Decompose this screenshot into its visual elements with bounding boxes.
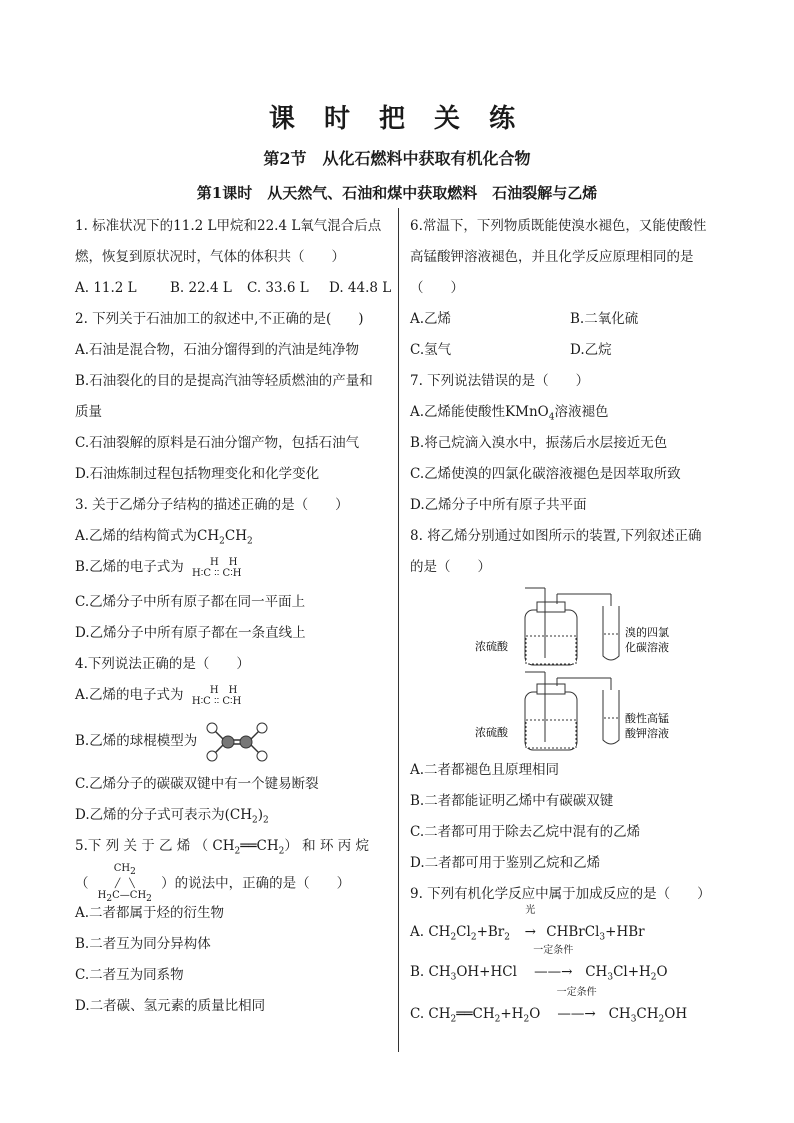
q6-option-c[interactable]: C.氢气 <box>410 342 452 358</box>
ethylene-electron-formula-2: H H H∶C ∶∶ C∶H <box>191 684 242 707</box>
q4-option-a[interactable]: A.乙烯的电子式为 H H H∶C ∶∶ C∶H <box>75 684 242 707</box>
q8-option-d[interactable]: D.二者都可用于鉴别乙烷和乙烯 <box>410 855 601 871</box>
q9-stem: 9. 下列有机化学反应中属于加成反应的是（ ） <box>410 886 711 902</box>
ethylene-electron-formula: H H H∶C ∶∶ C∶H <box>192 556 242 579</box>
q3-option-d[interactable]: D.乙烯分子中所有原子都在一条直线上 <box>75 625 306 641</box>
q4-stem: 4.下列说法正确的是（ ） <box>75 656 250 672</box>
q4-option-c[interactable]: C.乙烯分子的碳碳双键中有一个键易断裂 <box>75 776 319 792</box>
q9-option-a[interactable]: A. $CH_2Cl_2+Br_2$ 光 → CHBrCl$_3$+HBr <box>410 918 730 958</box>
q1-option-a[interactable]: A. 11.2 L <box>75 280 137 296</box>
q1-option-d[interactable]: D. 44.8 L <box>329 280 392 296</box>
page-title: 课 时 把 关 练 <box>268 104 526 134</box>
q8-option-b[interactable]: B.二者都能证明乙烯中有碳碳双键 <box>410 793 614 809</box>
fig-label-acid-2: 浓硫酸 <box>475 726 508 739</box>
q7-option-c[interactable]: C.乙烯使溴的四氯化碳溶液褪色是因萃取所致 <box>410 466 681 482</box>
fig-label-acid-1: 浓硫酸 <box>475 640 508 653</box>
q7-stem: 7. 下列说法错误的是（ ） <box>410 373 590 389</box>
left-column <box>75 212 390 1023</box>
fig-label-bromine-2: 化碳溶液 <box>625 641 669 654</box>
q8-option-a[interactable]: A.二者都褪色且原理相同 <box>410 762 560 778</box>
q6-option-d[interactable]: D.乙烷 <box>570 342 612 358</box>
test-tube-2 <box>603 690 619 744</box>
q4-option-b[interactable]: B.乙烯的球棍模型为 <box>75 718 390 770</box>
q1-options <box>75 274 390 305</box>
q2-option-d[interactable]: D.石油炼制过程包括物理变化和化学变化 <box>75 466 320 482</box>
q7-option-a[interactable]: A.乙烯能使酸性KMnO$_4$溶液褪色 <box>410 404 609 423</box>
fig-label-bromine-1: 溴的四氯 <box>625 626 669 639</box>
reaction-arrow-c: 一定条件 ——→ <box>556 987 597 1022</box>
q6-stem-line3: （ ） <box>410 280 464 296</box>
q6-options-row2 <box>410 336 730 367</box>
q1-option-c[interactable]: C. 33.6 L <box>247 280 309 296</box>
q2-option-b-line1[interactable]: B.石油裂化的目的是提高汽油等轻质燃油的产量和 <box>75 373 373 389</box>
ball-and-stick-model-icon <box>202 720 272 764</box>
q6-option-b[interactable]: B.二氧化硫 <box>570 311 639 327</box>
q1-option-b[interactable]: B. 22.4 L <box>170 280 232 296</box>
reaction-arrow-b: 一定条件 ——→ <box>533 945 574 980</box>
q7-option-b[interactable]: B.将己烷滴入溴水中，振荡后水层接近无色 <box>410 435 668 451</box>
q8-stem-line1: 8. 将乙烯分别通过如图所示的装置,下列叙述正确 <box>410 528 702 544</box>
q2-stem: 2. 下列关于石油加工的叙述中,不正确的是( ) <box>75 311 364 327</box>
q9-option-b[interactable]: B. $CH_3OH+HCl$ 一定条件 ——→ $CH_3Cl+H_2O$ <box>410 958 730 1000</box>
q5-option-a[interactable]: A.二者都属于烃的衍生物 <box>75 905 225 921</box>
q5-stem-line1: 5.下 列 关 于 乙 烯 （ $CH_2══CH_2$） 和 环 丙 烷 <box>75 838 370 857</box>
q3-option-b[interactable]: B.乙烯的电子式为 H H H∶C ∶∶ C∶H <box>75 556 242 579</box>
fig-label-kmno4-2: 酸钾溶液 <box>625 727 669 740</box>
q5-stem-line2: （ $CH_2$ ╱ ╲ $H_2C—CH_2$ ）的说法中，正确的是（ ） <box>75 863 351 904</box>
cyclopropane-structure: $CH_2$ ╱ ╲ $H_2C—CH_2$ <box>97 863 152 904</box>
q5-option-d[interactable]: D.二者碳、氢元素的质量比相同 <box>75 998 266 1014</box>
q9-option-c[interactable]: C. $CH_2══CH_2+H_2O$ 一定条件 ——→ $CH_3CH_2OH$ <box>410 1000 730 1031</box>
q3-option-a[interactable]: A.乙烯的结构简式为$CH_2CH_2$ <box>75 528 253 547</box>
section-title: 第2节 从化石燃料中获取有机化合物 <box>263 149 531 168</box>
q1-stem-line1: 1. 标准状况下的11.2 L甲烷和22.4 L氧气混合后点 <box>75 218 382 234</box>
q6-options-row1 <box>410 305 730 336</box>
q6-option-a[interactable]: A.乙烯 <box>410 311 452 327</box>
q2-option-c[interactable]: C.石油裂解的原料是石油分馏产物，包括石油气 <box>75 435 360 451</box>
q1-stem-line2: 燃，恢复到原状况时，气体的体积共（ ） <box>75 249 345 265</box>
q4-option-d[interactable]: D.乙烯的分子式可表示为$(CH_2)_2$ <box>75 807 269 826</box>
reaction-arrow-a: 光 → <box>524 905 536 940</box>
q5-option-b[interactable]: B.二者互为同分异构体 <box>75 936 211 952</box>
apparatus-figure <box>475 584 725 756</box>
lesson-title: 第1课时 从天然气、石油和煤中获取燃料 石油裂解与乙烯 <box>196 184 598 202</box>
q2-option-a[interactable]: A.石油是混合物，石油分馏得到的汽油是纯净物 <box>75 342 360 358</box>
right-column <box>410 212 730 1031</box>
q3-stem: 3. 关于乙烯分子结构的描述正确的是（ ） <box>75 497 349 513</box>
q6-stem-line1: 6.常温下，下列物质既能使溴水褪色，又能使酸性 <box>410 218 707 234</box>
column-divider <box>398 208 399 1052</box>
q5-option-c[interactable]: C.二者互为同系物 <box>75 967 184 983</box>
fig-label-kmno4-1: 酸性高锰 <box>625 712 669 725</box>
gas-washing-bottle-1 <box>525 588 611 665</box>
q2-option-b-line2[interactable]: 质量 <box>75 404 102 420</box>
test-tube-1 <box>603 606 619 660</box>
q8-option-c[interactable]: C.二者都可用于除去乙烷中混有的乙烯 <box>410 824 641 840</box>
q8-stem-line2: 的是（ ） <box>410 559 491 575</box>
q3-option-c[interactable]: C.乙烯分子中所有原子都在同一平面上 <box>75 594 306 610</box>
q6-stem-line2: 高锰酸钾溶液褪色，并且化学反应原理相同的是 <box>410 249 694 265</box>
q7-option-d[interactable]: D.乙烯分子中所有原子共平面 <box>410 497 587 513</box>
gas-washing-bottle-2 <box>525 672 611 750</box>
